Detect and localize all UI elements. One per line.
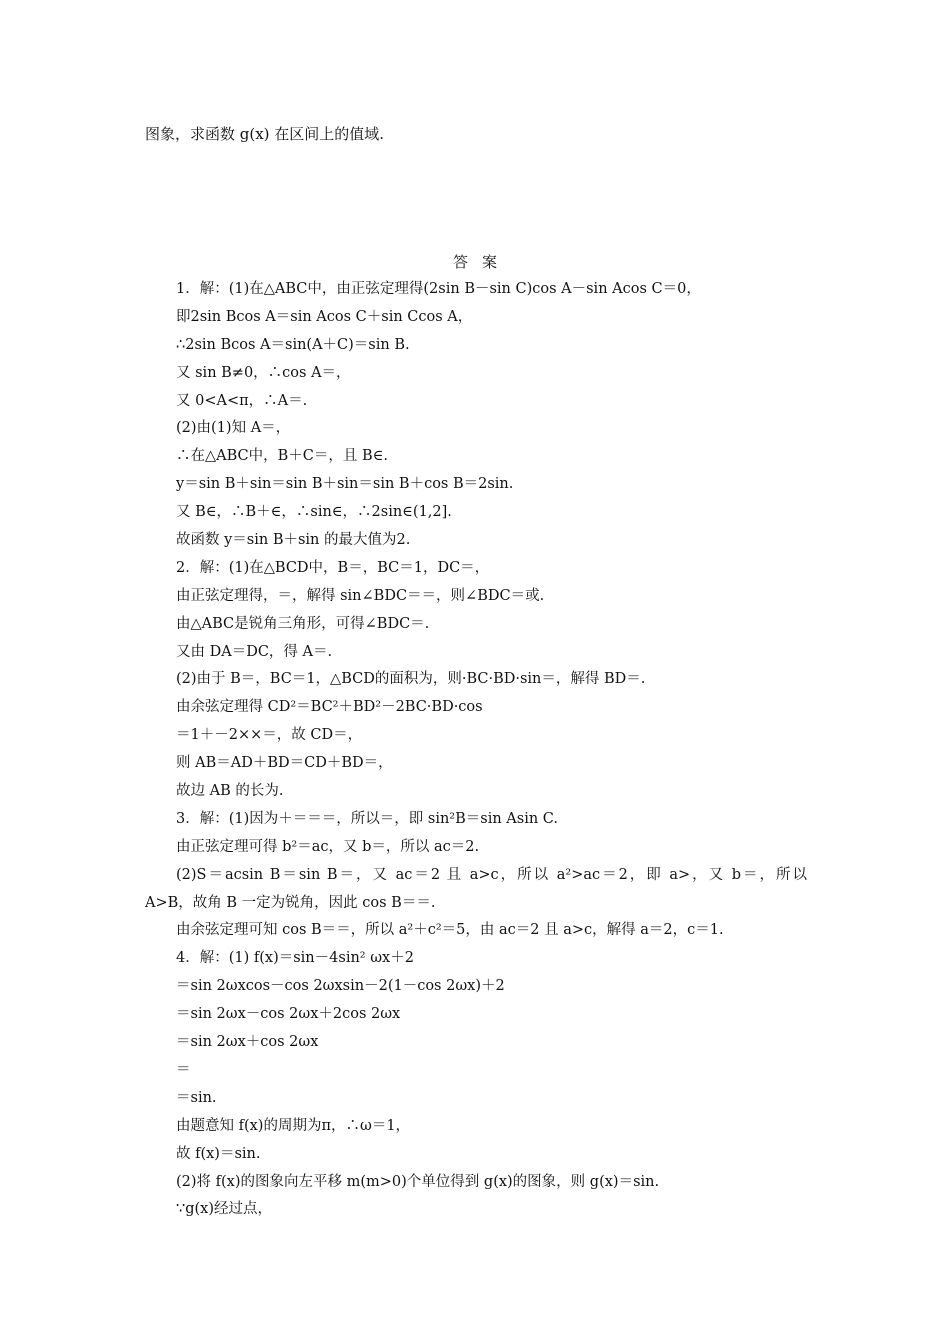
answer-body bbox=[145, 276, 807, 1224]
text-line: 由正弦定理得，＝，解得 sin∠BDC＝＝，则∠BDC＝或. bbox=[176, 587, 545, 604]
text-line: (2)由于 B＝，BC＝1，△BCD的面积为，则·BC·BD·sin＝，解得 BD＝. bbox=[176, 671, 646, 688]
text-line: ∵g(x)经过点， bbox=[176, 1201, 272, 1218]
text-line: 3．解：(1)因为＋＝＝＝，所以＝，即 sin²B＝sin Asin C. bbox=[176, 810, 558, 827]
text-line: (2)将 f(x)的图象向左平移 m(m>0)个单位得到 g(x)的图象，则 g(x)＝sin. bbox=[176, 1173, 660, 1190]
text-line: ＝1＋－2××＝，故 CD＝， bbox=[176, 727, 363, 744]
answer-title: 答案 bbox=[452, 253, 511, 271]
text-line: ＝sin 2ωx－cos 2ωx＋2cos 2ωx bbox=[176, 1006, 401, 1023]
text-line: (2)S＝acsin B＝sin B＝，又 ac＝2 且 a>c，所以 a²>ac＝2，即 a>，又 b＝，所以 bbox=[176, 866, 807, 883]
text-line: 故边 AB 的长为. bbox=[176, 783, 284, 800]
text-line: 故 f(x)＝sin. bbox=[176, 1145, 261, 1162]
text-line: 1．解：(1)在△ABC中，由正弦定理得(2sin B－sin C)cos A－sin Acos C＝0， bbox=[176, 281, 701, 297]
intro-text: 图象，求函数 g(x) 在区间上的值域. bbox=[145, 125, 385, 143]
text-line: 由余弦定理可知 cos B＝＝，所以 a²＋c²＝5，由 ac＝2 且 a>c，解得 a＝2，c＝1. bbox=[176, 922, 724, 939]
text-line: 故函数 y＝sin B＋sin 的最大值为2. bbox=[176, 532, 411, 549]
text-line: ＝ bbox=[176, 1061, 191, 1078]
text-line: 又 0<A<π，∴A＝. bbox=[176, 392, 308, 409]
text-line: 又 sin B≠0，∴cos A＝， bbox=[176, 364, 351, 381]
text-line: y＝sin B＋sin＝sin B＋sin＝sin B＋cos B＝2sin. bbox=[176, 476, 514, 493]
text-line: 又 B∈，∴B＋∈，∴sin∈，∴2sin∈(1,2]. bbox=[176, 504, 452, 521]
text-line: 由余弦定理得 CD²＝BC²＋BD²－2BC·BD·cos bbox=[176, 699, 483, 716]
text-line: ∴在△ABC中，B＋C＝，且 B∈. bbox=[176, 448, 388, 465]
text-line: ∴2sin Bcos A＝sin(A＋C)＝sin B. bbox=[176, 336, 410, 353]
text-line: ＝sin 2ωxcos－cos 2ωxsin－2(1－cos 2ωx)＋2 bbox=[176, 978, 505, 995]
text-line: ＝sin 2ωx＋cos 2ωx bbox=[176, 1034, 319, 1051]
text-line: ＝sin. bbox=[176, 1089, 217, 1106]
text-line: 由题意知 f(x)的周期为π，∴ω＝1， bbox=[176, 1117, 411, 1134]
text-line: A>B，故角 B 一定为锐角，因此 cos B＝＝. bbox=[145, 894, 436, 911]
text-line: 2．解：(1)在△BCD中，B＝，BC＝1，DC＝， bbox=[176, 559, 490, 576]
text-line: 由△ABC是锐角三角形，可得∠BDC＝. bbox=[176, 615, 430, 632]
text-line: 又由 DA＝DC，得 A＝. bbox=[176, 643, 333, 660]
text-line: 即2sin Bcos A＝sin Acos C＋sin Ccos A， bbox=[176, 308, 473, 325]
text-line: 则 AB＝AD＋BD＝CD＋BD＝， bbox=[176, 755, 393, 772]
text-line: 由正弦定理可得 b²＝ac，又 b＝，所以 ac＝2. bbox=[176, 838, 480, 855]
text-line: 4．解：(1) f(x)＝sin－4sin² ωx＋2 bbox=[176, 950, 414, 967]
text-line: (2)由(1)知 A＝， bbox=[176, 420, 291, 437]
